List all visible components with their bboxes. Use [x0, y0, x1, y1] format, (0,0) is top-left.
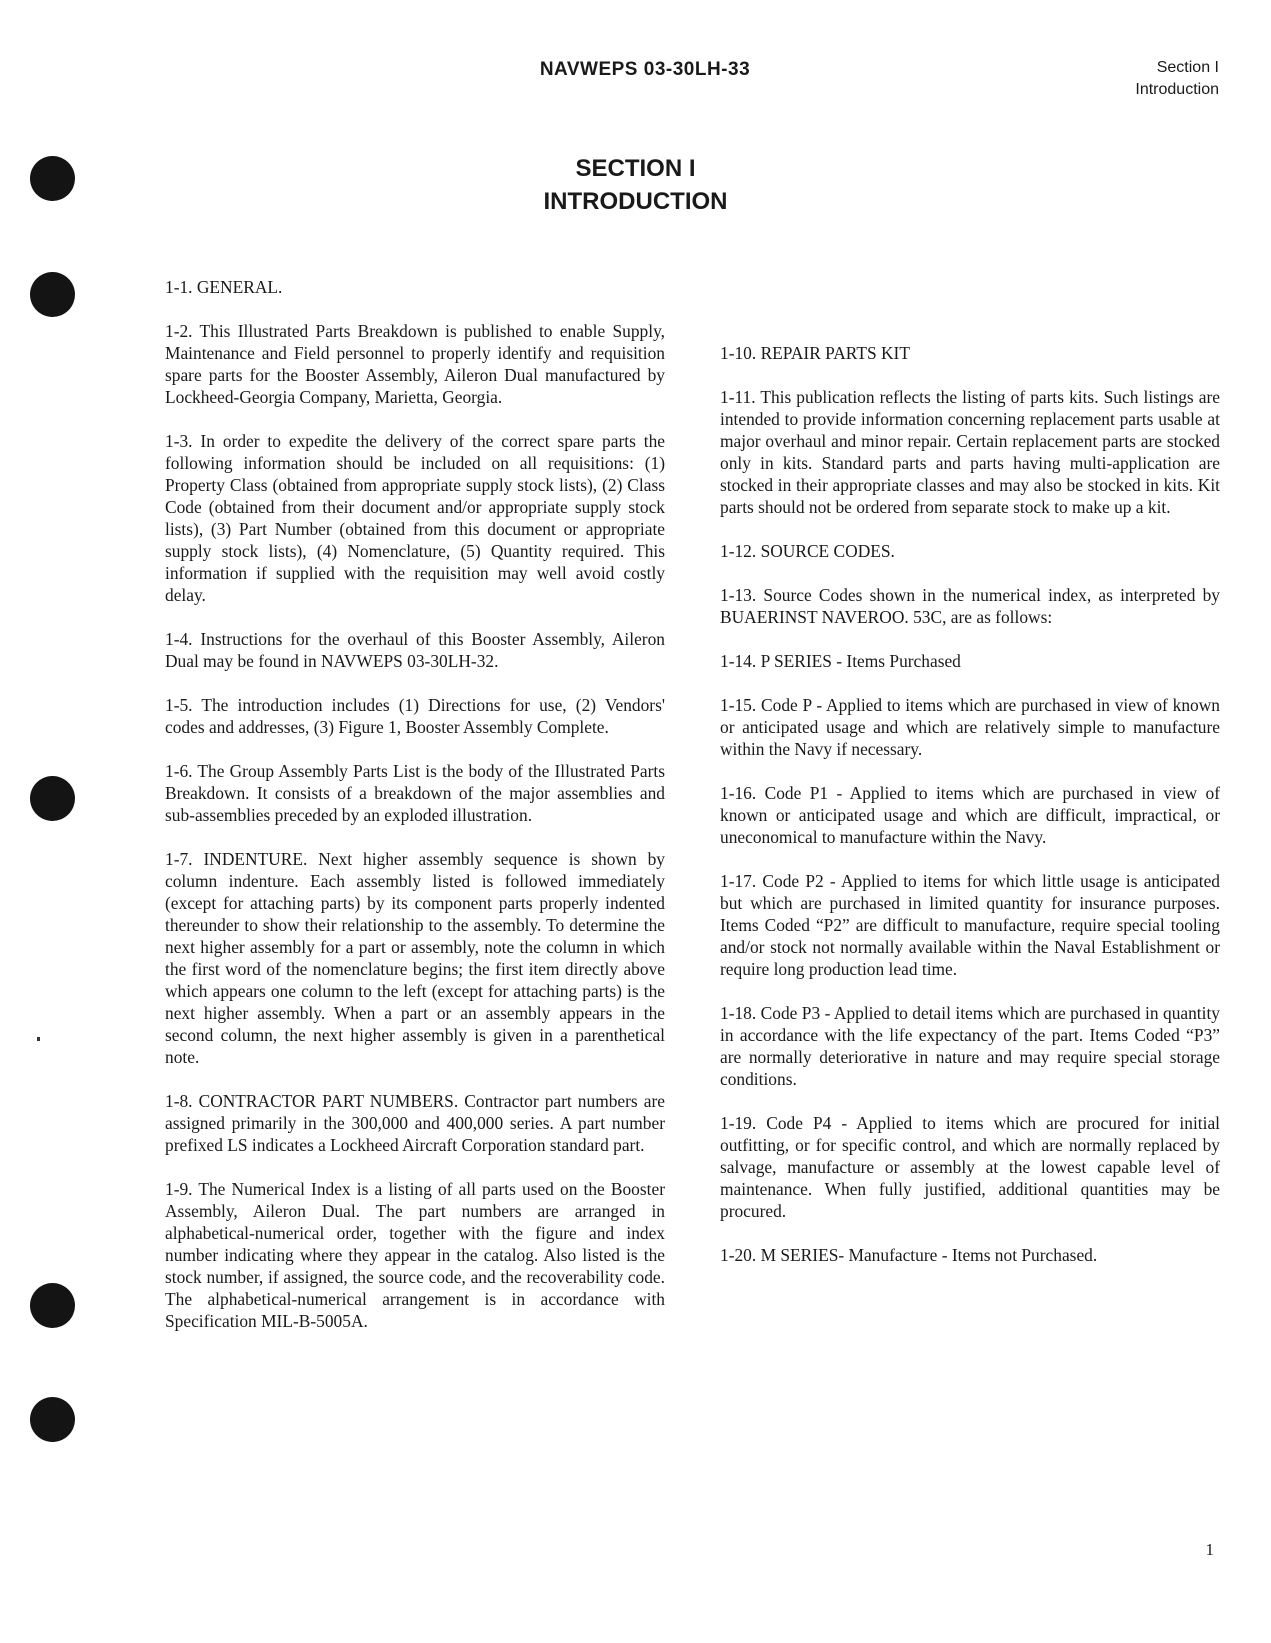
paragraph-1-6: 1-6. The Group Assembly Parts List is the body of the Illustrated Parts Breakdown. It consists of a breakdown of the major assemblies and sub-assemblies preceded by an exploded illustration. [165, 761, 665, 825]
page-number: 1 [1205, 1540, 1214, 1559]
binder-hole-3 [30, 776, 75, 821]
paragraph-1-17: 1-17. Code P2 - Applied to items for which little usage is anticipated but which are purchased in limited quantity for insurance purposes. Items Coded “P2” are difficult to manufacture, require special tooling and/or stock not normally available within the Naval Establishment or require long production lead time. [720, 871, 1220, 979]
paragraph-1-12: 1-12. SOURCE CODES. [720, 541, 895, 561]
document-number: NAVWEPS 03-30LH-33 [539, 59, 751, 80]
left-column [165, 276, 665, 1354]
paragraph-1-13: 1-13. Source Codes shown in the numerical index, as interpreted by BUAERINST NAVEROO. 53C, are as follows: [720, 585, 1220, 627]
title-line-1: SECTION I [575, 155, 696, 182]
paragraph-1-2: 1-2. This Illustrated Parts Breakdown is published to enable Supply, Maintenance and Field personnel to properly identify and requisition spare parts for the Booster Assembly, Aileron Dual manufactured by Lockheed-Georgia Company, Marietta, Georgia. [165, 321, 665, 407]
paragraph-1-16: 1-16. Code P1 - Applied to items which are purchased in view of known or anticipated usage and which are difficult, impractical, or uneconomical to manufacture within the Navy. [720, 783, 1220, 847]
page-title [0, 152, 1271, 218]
paragraph-1-4: 1-4. Instructions for the overhaul of this Booster Assembly, Aileron Dual may be found in NAVWEPS 03-30LH-32. [165, 629, 665, 671]
scan-speck [37, 1037, 40, 1041]
section-label: Section I [1156, 59, 1219, 76]
binder-hole-4 [30, 1283, 75, 1328]
paragraph-1-20: 1-20. M SERIES- Manufacture - Items not Purchased. [720, 1245, 1098, 1265]
paragraph-1-5: 1-5. The introduction includes (1) Directions for use, (2) Vendors' codes and addresses, (3) Figure 1, Booster Assembly Complete. [165, 695, 665, 737]
paragraph-1-18: 1-18. Code P3 - Applied to detail items which are purchased in quantity in accordance with the life expectancy of the part. Items Coded “P3” are normally deteriorative in nature and may require special storage conditions. [720, 1003, 1220, 1089]
right-column [720, 342, 1220, 1288]
paragraph-1-7: 1-7. INDENTURE. Next higher assembly sequence is shown by column indenture. Each assembly listed is followed immediately (except for attaching parts) by its component parts properly indented thereunder to show their relationship to the assembly. To determine the next higher assembly for a part or assembly, note the column in which the first word of the nomenclature begins; the first item directly above which appears one column to the left (except for attaching parts) is the next higher assembly. When a part or an assembly appears in the second column, the next higher assembly is given in a parenthetical note. [165, 849, 665, 1067]
section-name: Introduction [1135, 81, 1219, 98]
paragraph-1-3: 1-3. In order to expedite the delivery of the correct spare parts the following information should be included on all requisitions: (1) Property Class (obtained from appropriate supply stock lists), (2) Class Code (obtained from their document and/or appropriate supply stock lists), (3) Part Number (obtained from this document or appropriate supply stock lists), (4) Nomenclature, (5) Quantity required. This information if supplied with the requisition may well avoid costly delay. [165, 431, 665, 605]
paragraph-1-14: 1-14. P SERIES - Items Purchased [720, 651, 961, 671]
paragraph-1-9: 1-9. The Numerical Index is a listing of all parts used on the Booster Assembly, Aileron Dual. The part numbers are arranged in alphabetical-numerical order, together with the figure and index number indicating where they appear in the catalog. Also listed is the stock number, if assigned, the source code, and the recoverability code. The alphabetical-numerical arrangement is in accordance with Specification MIL-B-5005A. [165, 1179, 665, 1331]
binder-hole-5 [30, 1397, 75, 1442]
paragraph-1-19: 1-19. Code P4 - Applied to items which are procured for initial outfitting, or for specific control, and which are normally replaced by salvage, manufacture or assembly at the lowest capable level of maintenance. When fully justified, additional quantities may be procured. [720, 1113, 1220, 1221]
paragraph-1-11: 1-11. This publication reflects the listing of parts kits. Such listings are intended to provide information concerning replacement parts usable at major overhaul and minor repair. Certain replacement parts are stocked only in kits. Standard parts and parts having multi-application are stocked in their appropriate classes and may also be stocked in kits. Kit parts should not be ordered from separate stock to make up a kit. [720, 387, 1220, 517]
section-header [1135, 57, 1219, 101]
paragraph-1-10: 1-10. REPAIR PARTS KIT [720, 343, 910, 363]
binder-hole-2 [30, 272, 75, 317]
paragraph-1-15: 1-15. Code P - Applied to items which are purchased in view of known or anticipated usage and which are relatively simple to manufacture within the Navy if necessary. [720, 695, 1220, 759]
paragraph-1-8: 1-8. CONTRACTOR PART NUMBERS. Contractor part numbers are assigned primarily in the 300,000 and 400,000 series. A part number prefixed LS indicates a Lockheed Aircraft Corporation standard part. [165, 1091, 665, 1155]
title-line-2: INTRODUCTION [543, 188, 728, 215]
paragraph-1-1: 1-1. GENERAL. [165, 277, 283, 297]
